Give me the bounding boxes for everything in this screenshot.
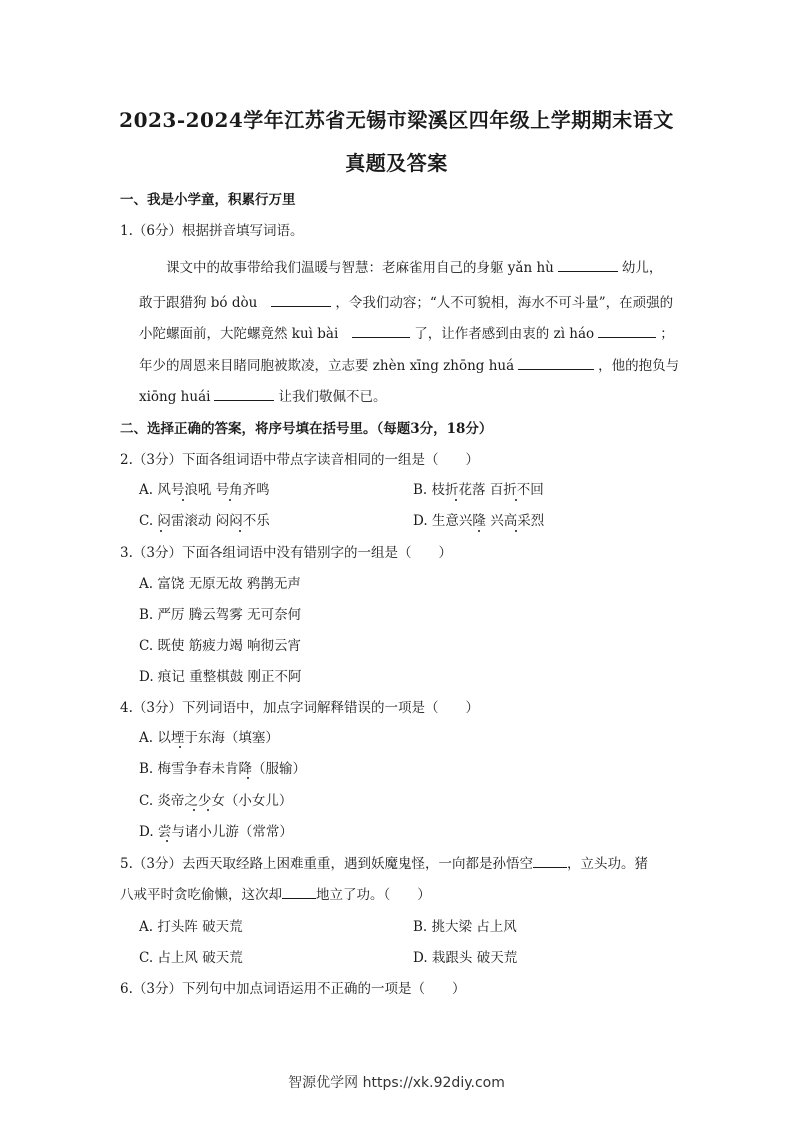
emphasis-dot xyxy=(179,746,181,748)
question-1-stem: 1.（6分）根据拼音填写词语。 xyxy=(120,223,304,239)
q5-stem-part-c: 八戒平时贪吃偷懒，这次却 xyxy=(120,887,282,903)
q1-line-1-tail: 幼儿， xyxy=(621,260,663,276)
emphasis-dot xyxy=(239,530,241,532)
section-heading-1: 一、我是小学童，积累行万里 xyxy=(120,192,296,208)
q4-option-a[interactable]: A. 以堙于东海（填塞） xyxy=(139,730,279,746)
emphasis-dot xyxy=(182,499,184,501)
q2-option-b[interactable]: B. 枝折花落 百折不回 xyxy=(413,482,544,498)
q1-line-2 xyxy=(139,291,673,311)
q1-line-2-tail: ，令我们动容；“人不可貌相，海水不可斗量”，在顽强的 xyxy=(335,295,674,311)
emphasis-dot xyxy=(193,809,195,811)
emphasis-dot xyxy=(455,499,457,501)
q5-option-c[interactable]: C. 占上风 破天荒 xyxy=(139,950,243,966)
q5-stem-part-d: 地立了功。（ ） xyxy=(316,887,431,903)
q5-stem-part-b: ，立头功。猪 xyxy=(566,856,648,872)
q5-option-b[interactable]: B. 挑大梁 占上风 xyxy=(413,919,517,935)
q1-line-5-text: xiōng huái xyxy=(139,389,211,405)
q1-line-4 xyxy=(139,354,679,374)
emphasis-dot xyxy=(229,499,231,501)
question-4-stem: 4.（3分）下列词语中，加点字词解释错误的一项是（ ） xyxy=(120,700,479,716)
q3-option-d[interactable]: D. 痕记 重整棋鼓 刚正不阿 xyxy=(139,669,302,685)
q1-line-4-text: 年少的周恩来目睹同胞被欺凌，立志要 zhèn xīng zhōng huá xyxy=(139,358,515,374)
emphasis-dot xyxy=(160,530,162,532)
question-5-stem-line1 xyxy=(120,852,648,872)
q4-option-b[interactable]: B. 梅雪争春未肯降（服输） xyxy=(139,761,307,777)
q2-option-c[interactable]: C. 闷雷滚动 闷闷不乐 xyxy=(139,513,270,529)
q1-line-3-mid: 了，让作者感到由衷的 zì háo xyxy=(414,326,595,342)
section-heading-2: 二、选择正确的答案，将序号填在括号里。（每题3分，18分） xyxy=(120,421,493,437)
answer-blank-1[interactable] xyxy=(558,258,618,272)
answer-blank-6[interactable] xyxy=(214,387,274,401)
emphasis-dot xyxy=(166,840,168,842)
answer-blank-q5-1[interactable] xyxy=(533,854,567,868)
q1-line-4-tail: ，他的抱负与 xyxy=(598,358,680,374)
q1-line-3 xyxy=(139,322,674,342)
answer-blank-2[interactable] xyxy=(271,293,331,307)
answer-blank-3[interactable] xyxy=(352,324,410,338)
emphasis-dot xyxy=(247,777,249,779)
answer-blank-q5-2[interactable] xyxy=(282,885,316,899)
emphasis-dot xyxy=(515,530,517,532)
q5-stem-part-a: 5.（3分）去西天取经路上困难重重，遇到妖魔鬼怪，一向都是孙悟空 xyxy=(120,856,533,872)
q1-line-5-tail: 让我们敬佩不已。 xyxy=(278,389,387,405)
question-6-stem: 6.（3分）下列句中加点词语运用不正确的一项是（ ） xyxy=(120,981,466,997)
q1-line-3-tail: ； xyxy=(660,326,674,342)
q2-option-d[interactable]: D. 生意兴隆 兴高采烈 xyxy=(413,513,545,529)
q1-line-2-text: 敢于跟猎狗 bó dòu xyxy=(139,295,258,311)
q4-option-d[interactable]: D. 尝与诸小儿游（常常） xyxy=(139,824,293,840)
q3-option-c[interactable]: C. 既使 筋疲力竭 响彻云宵 xyxy=(139,638,302,654)
doc-title-line1: 2023-2024学年江苏省无锡市梁溪区四年级上学期期末语文 xyxy=(119,108,674,132)
question-5-stem-line2 xyxy=(120,883,431,903)
answer-blank-5[interactable] xyxy=(518,356,594,370)
emphasis-dot xyxy=(478,530,480,532)
doc-title-line2: 真题及答案 xyxy=(345,151,448,175)
emphasis-dot xyxy=(515,499,517,501)
q2-option-a[interactable]: A. 风号浪吼 号角齐鸣 xyxy=(139,482,270,498)
q3-option-b[interactable]: B. 严厉 腾云驾雾 无可奈何 xyxy=(139,607,302,623)
question-2-stem: 2.（3分）下面各组词语中带点字读音相同的一组是（ ） xyxy=(120,452,479,468)
q4-option-c[interactable]: C. 炎帝之少女（小女儿） xyxy=(139,793,293,809)
q1-line-5 xyxy=(139,385,386,405)
emphasis-dot xyxy=(207,809,209,811)
q1-line-1-text: 课文中的故事带给我们温暖与智慧：老麻雀用自己的身躯 yǎn hù xyxy=(166,260,554,276)
q5-option-a[interactable]: A. 打头阵 破天荒 xyxy=(139,919,243,935)
question-3-stem: 3.（3分）下面各组词语中没有错别字的一组是（ ） xyxy=(120,545,452,561)
q1-line-1 xyxy=(166,256,662,276)
q5-option-d[interactable]: D. 栽跟头 破天荒 xyxy=(413,950,518,966)
answer-blank-4[interactable] xyxy=(598,324,656,338)
q3-option-a[interactable]: A. 富饶 无原无故 鸦鹊无声 xyxy=(139,576,301,592)
site-footer: 智源优学网 https://xk.92diy.com xyxy=(288,1075,505,1091)
q1-line-3-text: 小陀螺面前，大陀螺竟然 kuì bài xyxy=(139,326,339,342)
